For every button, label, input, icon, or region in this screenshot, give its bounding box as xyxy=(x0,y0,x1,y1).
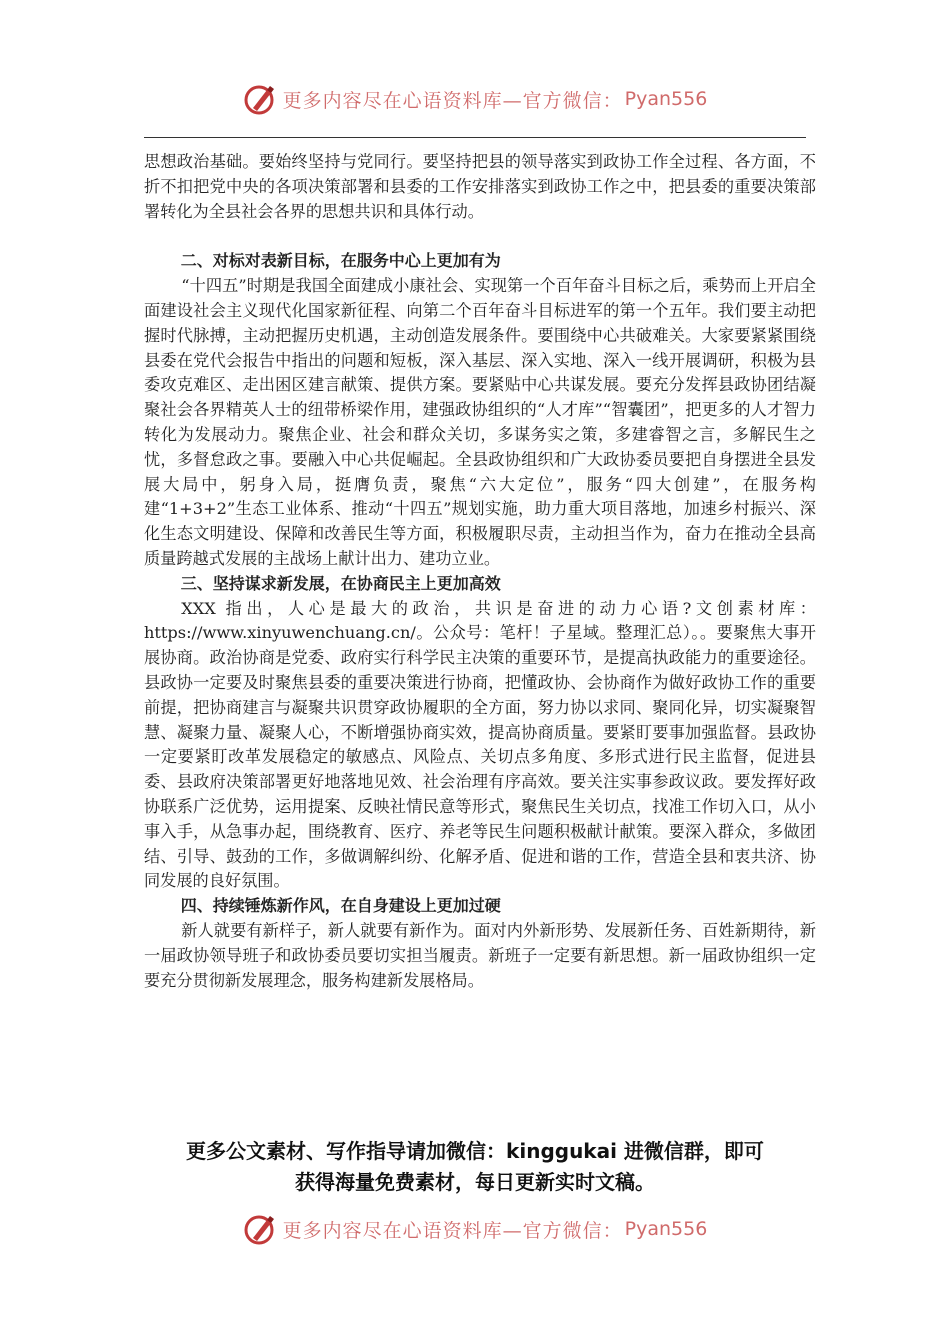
footer-banner-text: 更多内容尽在心语资料库—官方微信： xyxy=(282,1219,623,1242)
footer-banner xyxy=(0,1212,950,1246)
paragraph-2: “十四五”时期是我国全面建成小康社会、实现第一个百年奋斗目标之后，乘势而上开启全面建设社会主义现代化国家新征程、向第二个百年奋斗目标进军的第一个五年。我们要主动把握时代脉搏，主动把握历史机遇，主动创造发展条件。要围绕中心共破难关。大家要紧紧围绕县委在党代会报告中指出的问题和短板，深入基层、深入实地、深入一线开展调研，积极为县委攻克难区、走出困区建言献策、提供方案。要紧贴中心共谋发展。要充分发挥县政协团结凝聚社会各界精英人士的纽带桥梁作用，建强政协组织的“人才库”“智囊团”，把更多的人才智力转化为发展动力。聚焦企业、社会和群众关切，多谋务实之策，多建睿智之言，多解民生之忧，多督怠政之事。要融入中心共促崛起。全县政协组织和广大政协委员要把自身摆进全县发展大局中，躬身入局，挺膺负责，聚焦“六大定位”，服务“四大创建”，在服务构建“1+3+2”生态工业体系、推动“十四五”规划实施，助力重大项目落地，加速乡村振兴、深化生态文明建设、保障和改善民生等方面，积极履职尽责，主动担当作为，奋力在推动全县高质量跨越式发展的主战场上献计出力、建功立业。 xyxy=(144,276,816,568)
paragraph-4: 新人就要有新样子，新人就要有新作为。面对内外新形势、发展新任务、百姓新期待，新一届政协领导班子和政协委员要切实担当履责。新班子一定要有新思想。新一届政协组织一定要充分贯彻新发展理念，服务构建新发展格局。 xyxy=(144,920,816,990)
header-divider xyxy=(144,137,806,138)
document-body xyxy=(144,150,816,993)
header-banner-text: 更多内容尽在心语资料库—官方微信： xyxy=(282,89,623,112)
section-heading-4: 四、持续锤炼新作风，在自身建设上更加过硬 xyxy=(180,896,501,916)
header-banner xyxy=(0,82,950,116)
paragraph-gap xyxy=(144,224,816,249)
promo-line-2: 获得海量免费素材，每日更新实时文稿。 xyxy=(295,1170,655,1194)
footer-wechat-id: Pyan556 xyxy=(624,1218,708,1240)
header-wechat-id: Pyan556 xyxy=(624,88,708,110)
promo-line-1: 更多公文素材、写作指导请加微信：kinggukai 进微信群，即可 xyxy=(186,1139,764,1163)
section-heading-2: 二、对标对表新目标，在服务中心上更加有为 xyxy=(180,251,501,271)
pen-circle-logo-icon xyxy=(243,82,277,116)
paragraph-1: 思想政治基础。要始终坚持与党同行。要坚持把县的领导落实到政协工作全过程、各方面，不折不扣把党中央的各项决策部署和县委的工作安排落实到政协工作之中，把县委的重要决策部署转化为全县社会各界的思想共识和具体行动。 xyxy=(144,152,816,221)
paragraph-3: XXX 指出，人心是最大的政治，共识是奋进的动力心语?文创素材库：https://www.xinyuwenchuang.cn/。公众号：笔杆！子星域。整理汇总）。。要聚焦大事开展协商。政治协商是党委、政府实行科学民主决策的重要环节，是提高执政能力的重要途径。县政协一定要及时聚焦县委的重要决策进行协商，把懂政协、会协商作为做好政协工作的重要前提，把协商建言与凝聚共识贯穿政协履职的全方面，努力协以求同、聚同化异，切实凝聚智慧、凝聚力量、凝聚人心，不断增强协商实效，提高协商质量。要紧盯要事加强监督。县政协一定要紧盯改革发展稳定的敏感点、风险点、关切点多角度、多形式进行民主监督，促进县委、县政府决策部署更好地落地见效、社会治理有序高效。要关注实事参政议政。要发挥好政协联系广泛优势，运用提案、反映社情民意等形式，聚焦民生关切点，找准工作切入口，从小事入手，从急事办起，围绕教育、医疗、养老等民生问题积极献计献策。要深入群众，多做团结、引导、鼓劲的工作，多做调解纠纷、化解矛盾、促进和谐的工作，营造全县和衷共济、协同发展的良好氛围。 xyxy=(144,598,816,891)
pen-circle-logo-icon xyxy=(243,1212,277,1246)
promo-callout xyxy=(144,1136,806,1198)
section-heading-3: 三、坚持谋求新发展，在协商民主上更加高效 xyxy=(180,573,501,593)
